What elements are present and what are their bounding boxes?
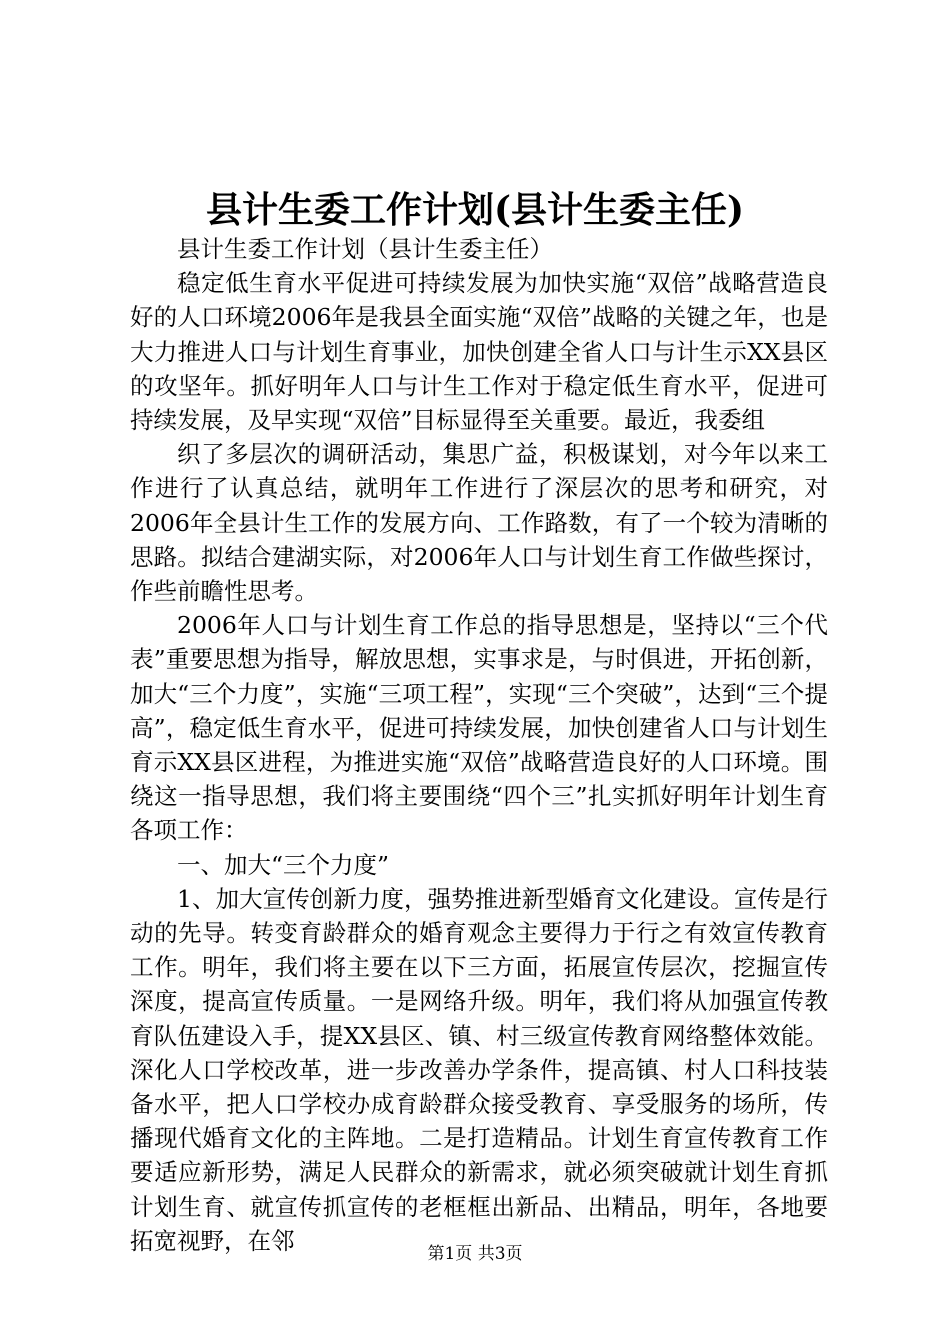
document-title: 县计生委工作计划(县计生委主任) [205, 189, 745, 231]
paragraph: 2006年人口与计划生育工作总的指导思想是，坚持以“三个代表”重要思想为指导，解放思想，实事求是，与时俱进，开拓创新，加大“三个力度”，实施“三项工程”，实现“三个突破”，达到“三个提高”，稳定低生育水平，促进可持续发展，加快创建省人口与计划生育示XX县区进程，为推进实施“双倍”战略营造良好的人口环境。围绕这一指导思想，我们将主要围绕“四个三”扎实抓好明年计划生育各项工作： [130, 611, 828, 845]
section-heading: 一、加大“三个力度” [177, 850, 390, 879]
paragraph: 1、加大宣传创新力度，强势推进新型婚育文化建设。宣传是行动的先导。转变育龄群众的婚育观念主要得力于行之有效宣传教育工作。明年，我们将主要在以下三方面，拓展宣传层次，挖掘宣传深度，提高宣传质量。一是网络升级。明年，我们将从加强宣传教育队伍建设入手，提XX县区、镇、村三级宣传教育网络整体效能。深化人口学校改革，进一步改善办学条件，提高镇、村人口科技装备水平，把人口学校办成育龄群众接受教育、享受服务的场所，传播现代婚育文化的主阵地。二是打造精品。计划生育宣传教育工作要适应新形势，满足人民群众的新需求，就必须突破就计划生育抓计划生育、就宣传抓宣传的老框框出新品、出精品，明年，各地要拓宽视野，在邻 [130, 884, 828, 1255]
paragraph-subtitle: 县计生委工作计划（县计生委主任） [177, 235, 553, 263]
paragraph: 稳定低生育水平促进可持续发展为加快实施“双倍”战略营造良好的人口环境2006年是我县全面实施“双倍”战略的关键之年，也是大力推进人口与计划生育事业，加快创建全省人口与计生示XX县区的攻坚年。抓好明年人口与计生工作对于稳定低生育水平，促进可持续发展，及早实现“双倍”目标显得至关重要。最近，我委组 [130, 269, 828, 435]
paragraph: 织了多层次的调研活动，集思广益，积极谋划，对今年以来工作进行了认真总结，就明年工作进行了深层次的思考和研究，对2006年全县计生工作的发展方向、工作路数，有了一个较为清晰的思路。拟结合建湖实际，对2006年人口与计划生育工作做些探讨，作些前瞻性思考。 [130, 440, 828, 606]
document-body [130, 232, 828, 1258]
page-footer: 第1页 共3页 [427, 1244, 523, 1264]
